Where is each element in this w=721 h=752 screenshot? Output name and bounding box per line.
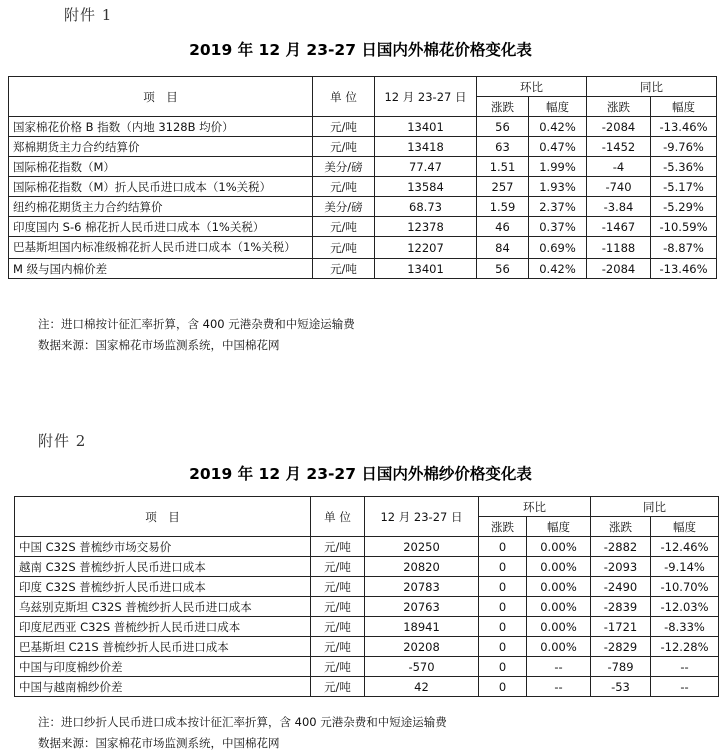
table-row: [15, 597, 719, 617]
row-yoy-rate: -8.33%: [651, 617, 719, 637]
row-yoy-change: -2084: [587, 117, 651, 137]
row-unit: 元/吨: [313, 137, 375, 157]
header-item: 项 目: [9, 77, 313, 117]
row-unit: 元/吨: [313, 117, 375, 137]
row-mom-rate: 0.00%: [527, 617, 591, 637]
row-mom-change: 0: [479, 577, 527, 597]
row-mom-rate: 0.47%: [529, 137, 587, 157]
table-row: [9, 177, 717, 197]
row-yoy-change: -4: [587, 157, 651, 177]
header-item: 项 目: [15, 497, 311, 537]
cotton-note: 注：进口棉按计征汇率折算，含 400 元港杂费和中短途运输费: [38, 317, 355, 331]
header-yoy-rate: 幅度: [651, 97, 717, 117]
row-value: 13418: [375, 137, 477, 157]
row-item: 乌兹别克斯坦 C32S 普梳纱折人民币进口成本: [15, 597, 311, 617]
row-value: 20783: [365, 577, 479, 597]
row-unit: 元/吨: [311, 597, 365, 617]
yarn-note: 注：进口纱折人民币进口成本按计征汇率折算，含 400 元港杂费和中短途运输费: [38, 715, 447, 729]
row-mom-rate: --: [527, 657, 591, 677]
table-row: [15, 577, 719, 597]
row-yoy-rate: -5.29%: [651, 197, 717, 217]
header-yoy: 同比: [587, 77, 717, 97]
table-row: [15, 637, 719, 657]
row-yoy-rate: -5.17%: [651, 177, 717, 197]
row-mom-rate: 1.93%: [529, 177, 587, 197]
row-yoy-rate: -10.70%: [651, 577, 719, 597]
row-value: 12378: [375, 217, 477, 237]
row-mom-rate: 1.99%: [529, 157, 587, 177]
header-mom: 环比: [479, 497, 591, 517]
row-mom-change: 0: [479, 637, 527, 657]
row-mom-change: 0: [479, 617, 527, 637]
row-unit: 元/吨: [311, 577, 365, 597]
row-yoy-rate: -13.46%: [651, 259, 717, 279]
row-value: 18941: [365, 617, 479, 637]
table-row: [9, 217, 717, 237]
row-mom-rate: 0.00%: [527, 577, 591, 597]
row-yoy-change: -740: [587, 177, 651, 197]
row-item: 巴基斯坦 C21S 普梳纱折人民币进口成本: [15, 637, 311, 657]
table-row: [9, 197, 717, 217]
row-yoy-change: -2093: [591, 557, 651, 577]
row-yoy-rate: --: [651, 677, 719, 697]
row-unit: 元/吨: [311, 637, 365, 657]
row-mom-change: 0: [479, 597, 527, 617]
yarn-price-table: [14, 496, 719, 697]
row-mom-rate: 0.37%: [529, 217, 587, 237]
row-yoy-rate: -10.59%: [651, 217, 717, 237]
row-yoy-rate: -8.87%: [651, 237, 717, 259]
row-mom-change: 0: [479, 557, 527, 577]
row-mom-rate: 0.00%: [527, 597, 591, 617]
row-yoy-rate: --: [651, 657, 719, 677]
row-unit: 美分/磅: [313, 157, 375, 177]
table-row: [9, 137, 717, 157]
row-yoy-rate: -9.14%: [651, 557, 719, 577]
table-row: [15, 677, 719, 697]
cotton-price-table: [8, 76, 717, 279]
row-unit: 元/吨: [313, 237, 375, 259]
table-row: [15, 537, 719, 557]
row-item: 中国 C32S 普梳纱市场交易价: [15, 537, 311, 557]
row-item: 中国与印度棉纱价差: [15, 657, 311, 677]
header-mom-change: 涨跌: [477, 97, 529, 117]
row-yoy-change: -2882: [591, 537, 651, 557]
header-yoy-rate: 幅度: [651, 517, 719, 537]
row-yoy-rate: -13.46%: [651, 117, 717, 137]
header-unit: 单 位: [311, 497, 365, 537]
annex-2-label: 附件 2: [38, 432, 87, 450]
row-mom-rate: 0.69%: [529, 237, 587, 259]
header-yoy-change: 涨跌: [587, 97, 651, 117]
cotton-table-title: 2019 年 12 月 23-27 日国内外棉花价格变化表: [189, 41, 532, 59]
table-row: [9, 117, 717, 137]
cotton-source: 数据来源：国家棉花市场监测系统，中国棉花网: [38, 338, 280, 352]
row-item: 印度尼西亚 C32S 普梳纱折人民币进口成本: [15, 617, 311, 637]
header-yoy-change: 涨跌: [591, 517, 651, 537]
row-unit: 元/吨: [311, 537, 365, 557]
row-value: 77.47: [375, 157, 477, 177]
header-unit: 单 位: [313, 77, 375, 117]
row-value: 13584: [375, 177, 477, 197]
row-mom-change: 84: [477, 237, 529, 259]
table-row: [9, 157, 717, 177]
row-mom-change: 56: [477, 259, 529, 279]
row-item: 印度 C32S 普梳纱折人民币进口成本: [15, 577, 311, 597]
row-item: 国际棉花指数（M）折人民币进口成本（1%关税）: [9, 177, 313, 197]
row-value: 13401: [375, 259, 477, 279]
row-mom-rate: 2.37%: [529, 197, 587, 217]
row-yoy-rate: -12.28%: [651, 637, 719, 657]
header-date: 12 月 23-27 日: [375, 77, 477, 117]
table-row: [15, 657, 719, 677]
row-value: 20763: [365, 597, 479, 617]
row-mom-rate: 0.00%: [527, 537, 591, 557]
row-mom-rate: --: [527, 677, 591, 697]
row-yoy-rate: -5.36%: [651, 157, 717, 177]
row-unit: 元/吨: [313, 217, 375, 237]
row-yoy-change: -1467: [587, 217, 651, 237]
row-item: M 级与国内棉价差: [9, 259, 313, 279]
row-yoy-rate: -9.76%: [651, 137, 717, 157]
table-row: [9, 237, 717, 259]
row-yoy-rate: -12.03%: [651, 597, 719, 617]
row-mom-change: 0: [479, 657, 527, 677]
row-yoy-change: -2490: [591, 577, 651, 597]
row-yoy-change: -789: [591, 657, 651, 677]
row-mom-change: 0: [479, 677, 527, 697]
row-mom-change: 0: [479, 537, 527, 557]
row-yoy-rate: -12.46%: [651, 537, 719, 557]
header-mom-rate: 幅度: [527, 517, 591, 537]
row-item: 印度国内 S-6 棉花折人民币进口成本（1%关税）: [9, 217, 313, 237]
table-row: [15, 617, 719, 637]
row-unit: 元/吨: [311, 677, 365, 697]
row-unit: 元/吨: [311, 557, 365, 577]
row-unit: 美分/磅: [313, 197, 375, 217]
row-item: 越南 C32S 普梳纱折人民币进口成本: [15, 557, 311, 577]
row-value: 42: [365, 677, 479, 697]
header-mom-change: 涨跌: [479, 517, 527, 537]
row-mom-rate: 0.00%: [527, 637, 591, 657]
yarn-source: 数据来源：国家棉花市场监测系统，中国棉花网: [38, 736, 280, 750]
row-value: 12207: [375, 237, 477, 259]
row-value: 68.73: [375, 197, 477, 217]
row-value: 13401: [375, 117, 477, 137]
row-item: 中国与越南棉纱价差: [15, 677, 311, 697]
row-yoy-change: -2829: [591, 637, 651, 657]
row-value: -570: [365, 657, 479, 677]
row-mom-change: 1.59: [477, 197, 529, 217]
table-row: [15, 557, 719, 577]
row-mom-change: 1.51: [477, 157, 529, 177]
row-mom-change: 63: [477, 137, 529, 157]
row-item: 郑棉期货主力合约结算价: [9, 137, 313, 157]
row-yoy-change: -1721: [591, 617, 651, 637]
row-mom-rate: 0.42%: [529, 259, 587, 279]
row-item: 国家棉花价格 B 指数（内地 3128B 均价）: [9, 117, 313, 137]
row-yoy-change: -1452: [587, 137, 651, 157]
row-mom-rate: 0.42%: [529, 117, 587, 137]
row-yoy-change: -2084: [587, 259, 651, 279]
row-mom-rate: 0.00%: [527, 557, 591, 577]
row-value: 20208: [365, 637, 479, 657]
yarn-table-title: 2019 年 12 月 23-27 日国内外棉纱价格变化表: [189, 465, 532, 483]
row-value: 20820: [365, 557, 479, 577]
row-yoy-change: -2839: [591, 597, 651, 617]
table-row: [9, 259, 717, 279]
row-item: 纽约棉花期货主力合约结算价: [9, 197, 313, 217]
header-date: 12 月 23-27 日: [365, 497, 479, 537]
header-mom-rate: 幅度: [529, 97, 587, 117]
row-item: 巴基斯坦国内标准级棉花折人民币进口成本（1%关税）: [9, 237, 313, 259]
row-mom-change: 46: [477, 217, 529, 237]
annex-1-label: 附件 1: [64, 6, 113, 24]
header-mom: 环比: [477, 77, 587, 97]
row-unit: 元/吨: [311, 617, 365, 637]
row-yoy-change: -1188: [587, 237, 651, 259]
row-unit: 元/吨: [313, 177, 375, 197]
row-unit: 元/吨: [313, 259, 375, 279]
row-unit: 元/吨: [311, 657, 365, 677]
row-value: 20250: [365, 537, 479, 557]
header-yoy: 同比: [591, 497, 719, 517]
row-mom-change: 56: [477, 117, 529, 137]
row-item: 国际棉花指数（M）: [9, 157, 313, 177]
row-yoy-change: -53: [591, 677, 651, 697]
row-yoy-change: -3.84: [587, 197, 651, 217]
row-mom-change: 257: [477, 177, 529, 197]
